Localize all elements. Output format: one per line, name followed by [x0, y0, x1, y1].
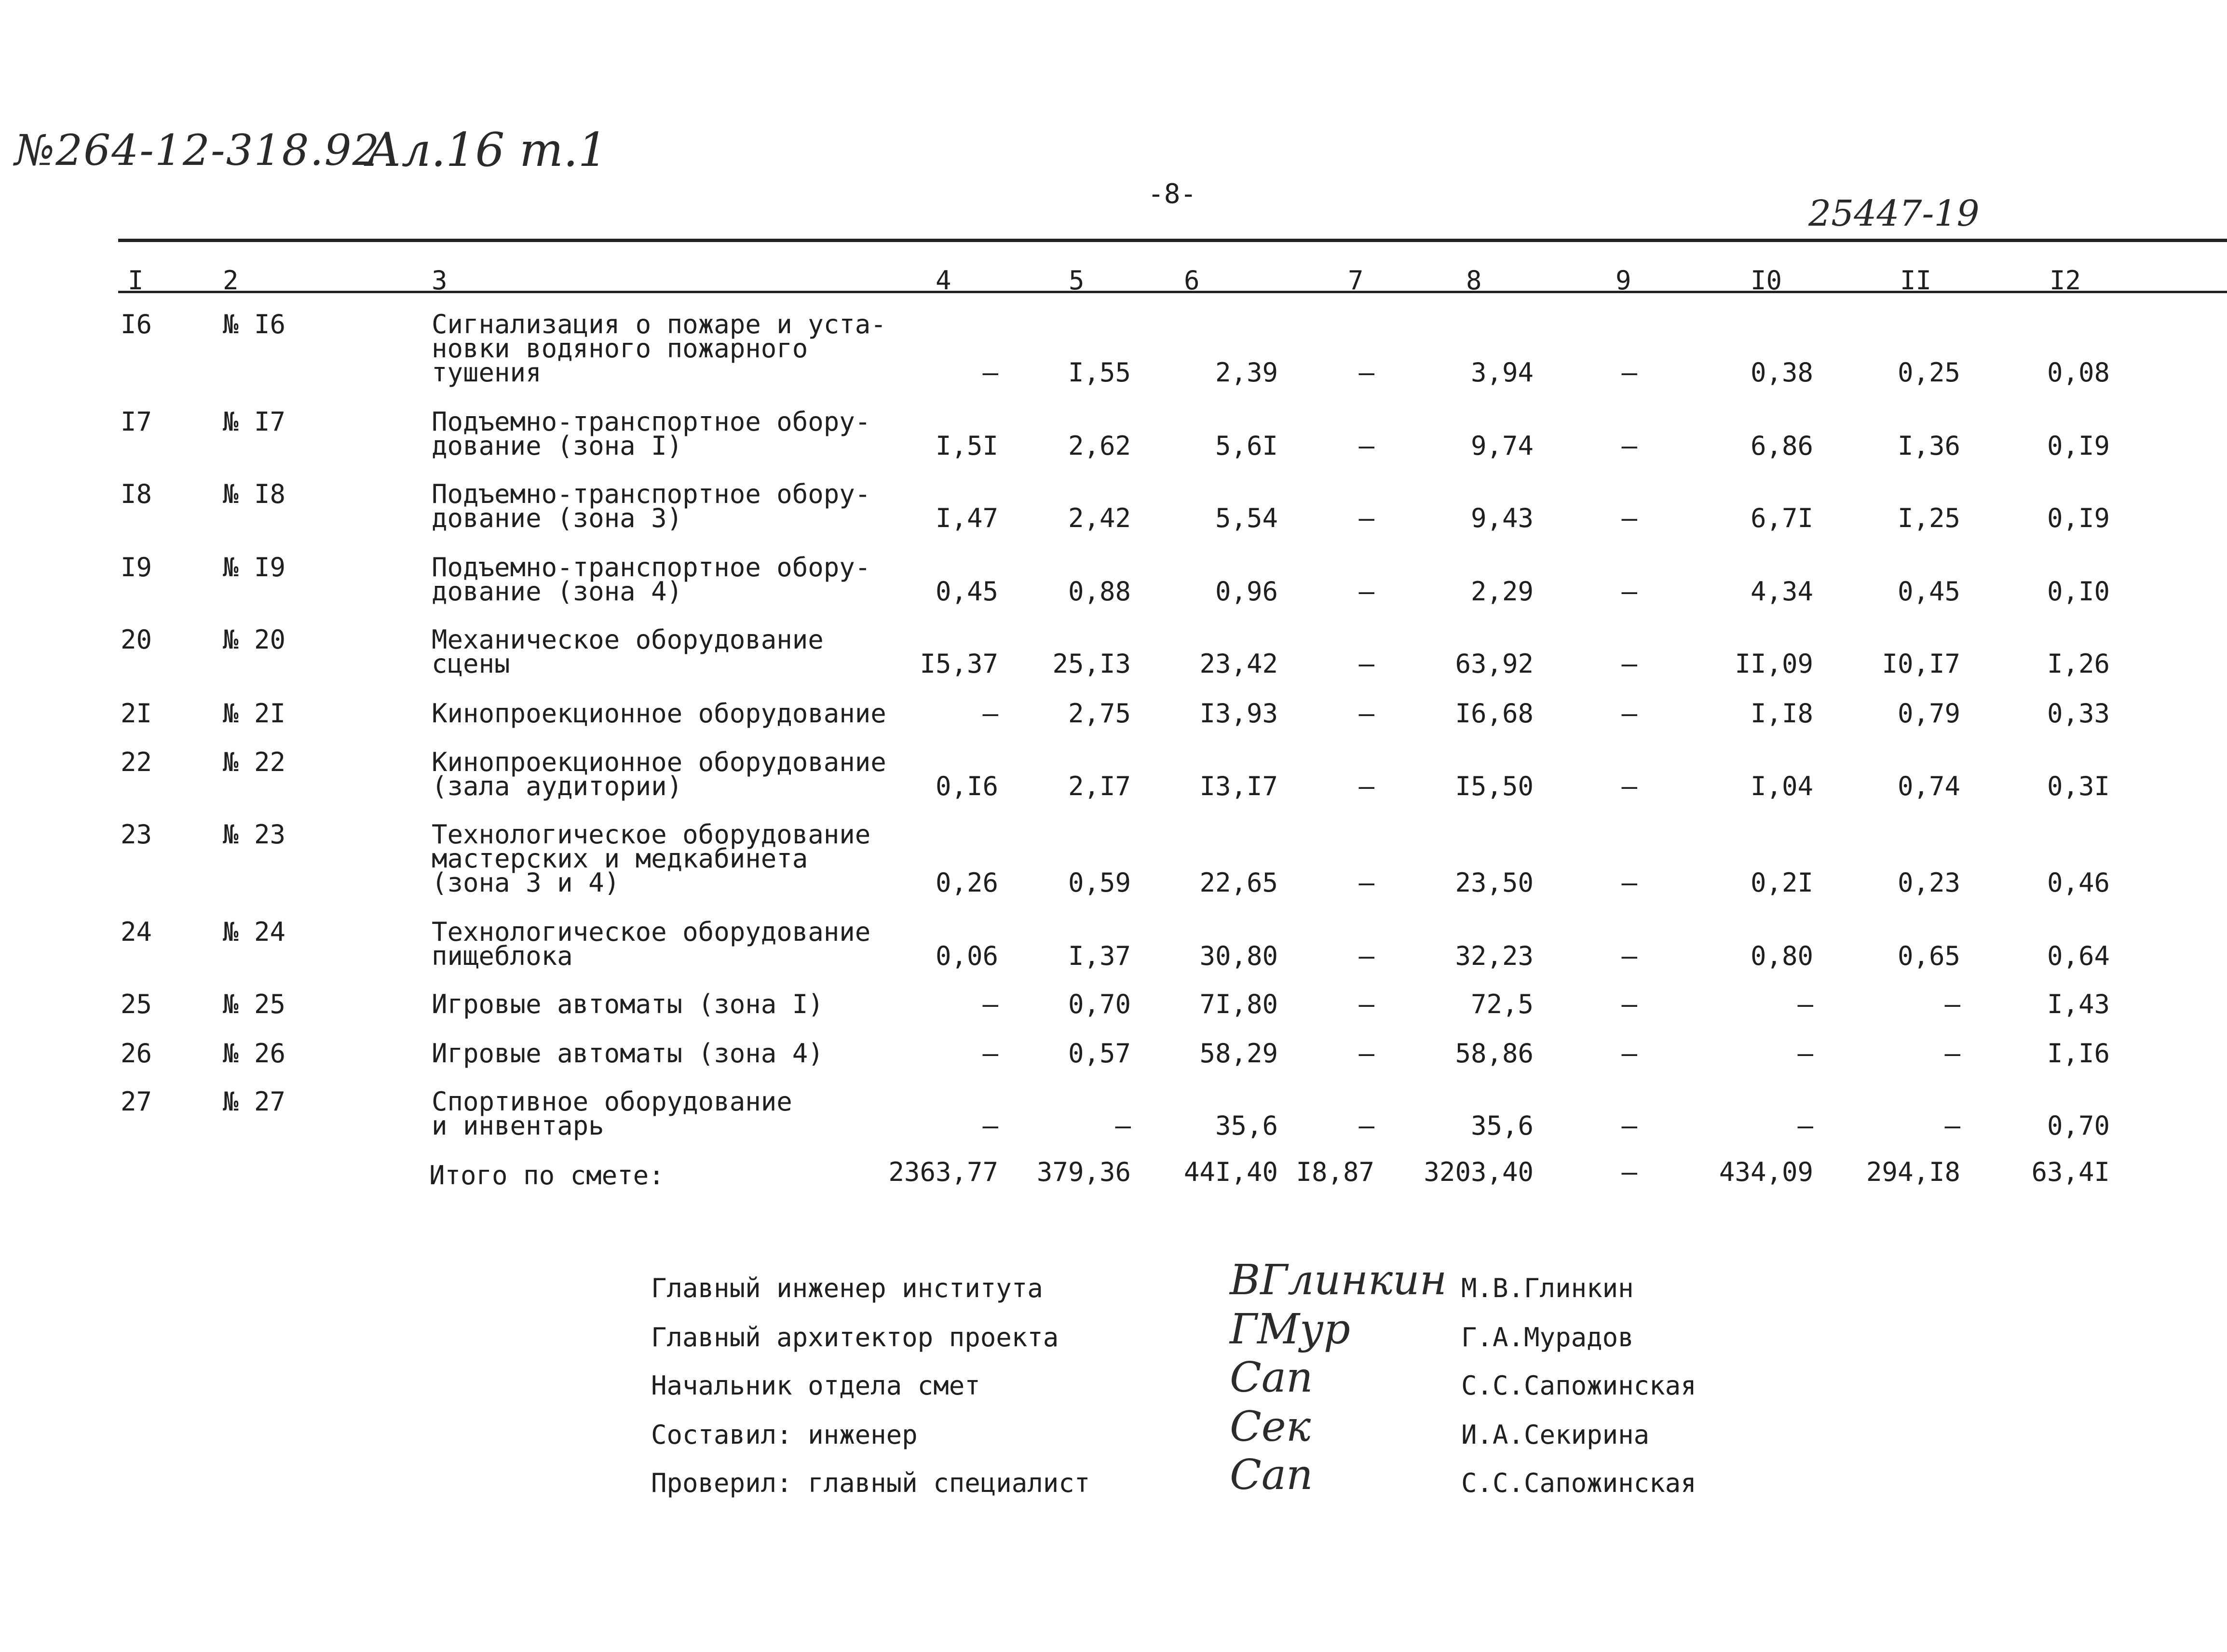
- row-value-col-11: I0,I7: [1882, 649, 1960, 679]
- row-value-col-7: –: [1358, 771, 1374, 801]
- totals-value-col-10: 434,09: [1719, 1157, 1813, 1187]
- row-value-col-12: 0,64: [2047, 941, 2110, 971]
- row-value-col-10: 0,80: [1750, 941, 1813, 971]
- row-number: 27: [121, 1086, 152, 1117]
- row-description-line: Механическое оборудование: [432, 624, 824, 655]
- totals-value-col-11: 294,I8: [1866, 1157, 1960, 1187]
- column-header-5: 5: [1069, 265, 1085, 296]
- row-number: 20: [121, 624, 152, 655]
- row-description-line: Кинопроекционное оборудование: [432, 698, 886, 729]
- row-value-col-7: –: [1358, 431, 1374, 461]
- row-description-line: дование (зона 3): [432, 503, 683, 533]
- row-value-col-12: I,26: [2047, 649, 2110, 679]
- row-number: I7: [121, 406, 152, 437]
- signature-title: Проверил: главный специалист: [651, 1468, 1090, 1498]
- handwritten-sheet-code: 25447-19: [1808, 193, 1980, 234]
- row-number: 23: [121, 819, 152, 850]
- row-value-col-4: 0,26: [935, 867, 998, 898]
- row-value-col-5: 25,I3: [1052, 649, 1131, 679]
- page-number: -8-: [1148, 178, 1197, 210]
- row-value-col-7: –: [1358, 989, 1374, 1019]
- row-value-col-10: –: [1797, 1110, 1813, 1141]
- row-number: 25: [121, 989, 152, 1019]
- row-value-col-5: 2,62: [1068, 431, 1131, 461]
- row-value-col-4: I5,37: [920, 649, 998, 679]
- row-value-col-10: 6,86: [1750, 431, 1813, 461]
- row-value-col-5: I,55: [1068, 357, 1131, 388]
- row-reference: № 26: [223, 1038, 286, 1069]
- row-description-line: Кинопроекционное оборудование: [432, 747, 886, 777]
- row-value-col-4: I,47: [935, 503, 998, 533]
- row-value-col-12: 0,I0: [2047, 576, 2110, 607]
- row-value-col-9: –: [1621, 649, 1637, 679]
- row-value-col-9: –: [1621, 867, 1637, 898]
- handwritten-album-code: Ал.16 т.1: [367, 123, 608, 177]
- row-value-col-8: 9,43: [1470, 503, 1534, 533]
- row-reference: № 24: [223, 917, 286, 947]
- row-description-line: дование (зона 4): [432, 576, 683, 607]
- signature-title: Составил: инженер: [651, 1420, 918, 1450]
- signature-title: Главный архитектор проекта: [651, 1322, 1059, 1353]
- row-value-col-8: 58,86: [1455, 1038, 1534, 1069]
- row-description-line: (зала аудитории): [432, 771, 683, 801]
- row-value-col-7: –: [1358, 941, 1374, 971]
- row-value-col-6: 30,80: [1199, 941, 1278, 971]
- row-reference: № 22: [223, 747, 286, 777]
- row-value-col-4: –: [982, 698, 998, 729]
- row-value-col-8: 63,92: [1455, 649, 1534, 679]
- row-value-col-9: –: [1621, 989, 1637, 1019]
- row-number: I8: [121, 479, 152, 509]
- row-value-col-6: 35,6: [1215, 1110, 1278, 1141]
- row-value-col-4: 0,I6: [935, 771, 998, 801]
- row-description-line: пищеблока: [432, 941, 573, 971]
- row-value-col-7: –: [1358, 649, 1374, 679]
- row-value-col-11: 0,74: [1897, 771, 1960, 801]
- row-value-col-6: 5,6I: [1215, 431, 1278, 461]
- signature-mark: ГМур: [1230, 1305, 1350, 1354]
- row-value-col-5: 2,75: [1068, 698, 1131, 729]
- row-description-line: Игровые автоматы (зона 4): [432, 1038, 824, 1069]
- totals-value-col-9: –: [1621, 1157, 1637, 1187]
- column-header-8: 8: [1466, 265, 1482, 296]
- row-description-line: сцены: [432, 649, 510, 679]
- row-description-line: Технологическое оборудование: [432, 917, 871, 947]
- row-value-col-6: 22,65: [1199, 867, 1278, 898]
- row-value-col-9: –: [1621, 698, 1637, 729]
- row-value-col-11: –: [1944, 1038, 1960, 1069]
- row-number: I9: [121, 552, 152, 582]
- totals-value-col-7: I8,87: [1296, 1157, 1374, 1187]
- row-value-col-12: 0,3I: [2047, 771, 2110, 801]
- row-value-col-9: –: [1621, 431, 1637, 461]
- row-value-col-11: 0,25: [1897, 357, 1960, 388]
- row-value-col-6: 2,39: [1215, 357, 1278, 388]
- row-value-col-9: –: [1621, 941, 1637, 971]
- totals-value-col-4: 2363,77: [888, 1157, 998, 1187]
- row-value-col-4: –: [982, 989, 998, 1019]
- row-value-col-4: 0,45: [935, 576, 998, 607]
- signature-name: С.С.Сапожинская: [1461, 1370, 1697, 1401]
- row-value-col-8: I5,50: [1455, 771, 1534, 801]
- column-header-1: I: [128, 265, 144, 296]
- column-header-4: 4: [936, 265, 951, 296]
- row-value-col-12: 0,33: [2047, 698, 2110, 729]
- row-reference: № 20: [223, 624, 286, 655]
- column-header-6: 6: [1184, 265, 1200, 296]
- row-number: 2I: [121, 698, 152, 729]
- row-description-line: тушения: [432, 357, 542, 388]
- row-value-col-12: 0,08: [2047, 357, 2110, 388]
- row-description-line: Технологическое оборудование: [432, 819, 871, 850]
- row-value-col-7: –: [1358, 576, 1374, 607]
- signature-title: Начальник отдела смет: [651, 1370, 980, 1401]
- column-header-9: 9: [1616, 265, 1631, 296]
- row-value-col-9: –: [1621, 576, 1637, 607]
- row-reference: № 23: [223, 819, 286, 850]
- row-value-col-5: 0,57: [1068, 1038, 1131, 1069]
- row-value-col-4: 0,06: [935, 941, 998, 971]
- row-value-col-5: 0,59: [1068, 867, 1131, 898]
- row-value-col-4: –: [982, 357, 998, 388]
- totals-value-col-6: 44I,40: [1183, 1157, 1278, 1187]
- row-description-line: и инвентарь: [432, 1110, 604, 1141]
- row-number: 24: [121, 917, 152, 947]
- row-value-col-6: I3,I7: [1199, 771, 1278, 801]
- column-header-7: 7: [1348, 265, 1364, 296]
- row-value-col-10: 4,34: [1750, 576, 1813, 607]
- row-value-col-10: –: [1797, 989, 1813, 1019]
- row-reference: № I8: [223, 479, 286, 509]
- signature-title: Главный инженер института: [651, 1273, 1043, 1303]
- row-value-col-7: –: [1358, 698, 1374, 729]
- row-value-col-11: 0,65: [1897, 941, 1960, 971]
- row-value-col-9: –: [1621, 1038, 1637, 1069]
- row-value-col-4: I,5I: [935, 431, 998, 461]
- signature-mark: Сап: [1230, 1451, 1313, 1499]
- row-value-col-12: 0,70: [2047, 1110, 2110, 1141]
- row-value-col-6: 0,96: [1215, 576, 1278, 607]
- row-value-col-8: 35,6: [1470, 1110, 1534, 1141]
- totals-value-col-12: 63,4I: [2031, 1157, 2110, 1187]
- row-value-col-7: –: [1358, 1038, 1374, 1069]
- row-reference: № 25: [223, 989, 286, 1019]
- row-value-col-8: 32,23: [1455, 941, 1534, 971]
- row-value-col-10: I,04: [1750, 771, 1813, 801]
- row-value-col-6: 58,29: [1199, 1038, 1278, 1069]
- row-number: 22: [121, 747, 152, 777]
- row-value-col-9: –: [1621, 503, 1637, 533]
- row-value-col-8: 9,74: [1470, 431, 1534, 461]
- signature-mark: ВГлинкин: [1230, 1256, 1447, 1304]
- row-value-col-5: 2,42: [1068, 503, 1131, 533]
- signature-mark: Сап: [1230, 1354, 1313, 1402]
- row-description-line: Игровые автоматы (зона I): [432, 989, 824, 1019]
- row-description-line: Спортивное оборудование: [432, 1086, 792, 1117]
- row-description-line: Сигнализация о пожаре и уста-: [432, 309, 886, 339]
- row-value-col-4: –: [982, 1038, 998, 1069]
- row-value-col-5: 0,88: [1068, 576, 1131, 607]
- row-value-col-12: 0,46: [2047, 867, 2110, 898]
- row-reference: № I6: [223, 309, 286, 339]
- totals-value-col-5: 379,36: [1036, 1157, 1131, 1187]
- row-value-col-12: 0,I9: [2047, 431, 2110, 461]
- row-description-line: Подъемно-транспортное обору-: [432, 552, 871, 582]
- row-value-col-10: –: [1797, 1038, 1813, 1069]
- totals-label: Итого по смете:: [429, 1160, 665, 1191]
- row-value-col-9: –: [1621, 771, 1637, 801]
- row-value-col-8: 72,5: [1470, 989, 1534, 1019]
- column-header-11: II: [1900, 265, 1932, 296]
- row-value-col-11: 0,23: [1897, 867, 1960, 898]
- row-value-col-6: 5,54: [1215, 503, 1278, 533]
- row-number: 26: [121, 1038, 152, 1069]
- row-value-col-6: I3,93: [1199, 698, 1278, 729]
- handwritten-document-code: №264-12-318.92: [14, 125, 380, 175]
- row-value-col-8: 3,94: [1470, 357, 1534, 388]
- row-value-col-8: 2,29: [1470, 576, 1534, 607]
- row-value-col-5: –: [1115, 1110, 1131, 1141]
- row-value-col-10: I,I8: [1750, 698, 1813, 729]
- row-value-col-12: I,43: [2047, 989, 2110, 1019]
- row-description-line: Подъемно-транспортное обору-: [432, 479, 871, 509]
- row-value-col-5: 0,70: [1068, 989, 1131, 1019]
- row-value-col-8: I6,68: [1455, 698, 1534, 729]
- row-value-col-11: –: [1944, 989, 1960, 1019]
- row-value-col-10: 6,7I: [1750, 503, 1813, 533]
- row-value-col-11: I,25: [1897, 503, 1960, 533]
- row-value-col-10: II,09: [1735, 649, 1813, 679]
- row-value-col-7: –: [1358, 503, 1374, 533]
- row-value-col-8: 23,50: [1455, 867, 1534, 898]
- row-value-col-12: I,I6: [2047, 1038, 2110, 1069]
- row-value-col-9: –: [1621, 357, 1637, 388]
- signature-name: С.С.Сапожинская: [1461, 1468, 1697, 1498]
- column-header-3: 3: [432, 265, 448, 296]
- column-header-12: I2: [2050, 265, 2081, 296]
- row-number: I6: [121, 309, 152, 339]
- column-header-2: 2: [223, 265, 239, 296]
- column-header-10: I0: [1751, 265, 1782, 296]
- row-value-col-7: –: [1358, 867, 1374, 898]
- row-value-col-11: I,36: [1897, 431, 1960, 461]
- row-description-line: Подъемно-транспортное обору-: [432, 406, 871, 437]
- row-value-col-7: –: [1358, 357, 1374, 388]
- row-description-line: новки водяного пожарного: [432, 333, 808, 364]
- row-value-col-9: –: [1621, 1110, 1637, 1141]
- row-value-col-10: 0,2I: [1750, 867, 1813, 898]
- row-reference: № I9: [223, 552, 286, 582]
- row-value-col-6: 7I,80: [1199, 989, 1278, 1019]
- signature-mark: Сек: [1230, 1403, 1311, 1451]
- signature-name: М.В.Глинкин: [1461, 1273, 1634, 1303]
- row-value-col-11: –: [1944, 1110, 1960, 1141]
- row-value-col-7: –: [1358, 1110, 1374, 1141]
- row-value-col-11: 0,45: [1897, 576, 1960, 607]
- row-value-col-5: I,37: [1068, 941, 1131, 971]
- row-value-col-10: 0,38: [1750, 357, 1813, 388]
- row-description-line: мастерских и медкабинета: [432, 843, 808, 874]
- signature-name: Г.А.Мурадов: [1461, 1322, 1634, 1353]
- row-reference: № 2I: [223, 698, 286, 729]
- row-value-col-4: –: [982, 1110, 998, 1141]
- row-description-line: (зона 3 и 4): [432, 867, 620, 898]
- row-value-col-5: 2,I7: [1068, 771, 1131, 801]
- row-value-col-6: 23,42: [1199, 649, 1278, 679]
- row-value-col-11: 0,79: [1897, 698, 1960, 729]
- row-description-line: дование (зона I): [432, 431, 683, 461]
- signature-name: И.А.Секирина: [1461, 1420, 1650, 1450]
- totals-value-col-8: 3203,40: [1424, 1157, 1534, 1187]
- row-reference: № 27: [223, 1086, 286, 1117]
- row-value-col-12: 0,I9: [2047, 503, 2110, 533]
- table-top-rule: [118, 239, 2227, 242]
- row-reference: № I7: [223, 406, 286, 437]
